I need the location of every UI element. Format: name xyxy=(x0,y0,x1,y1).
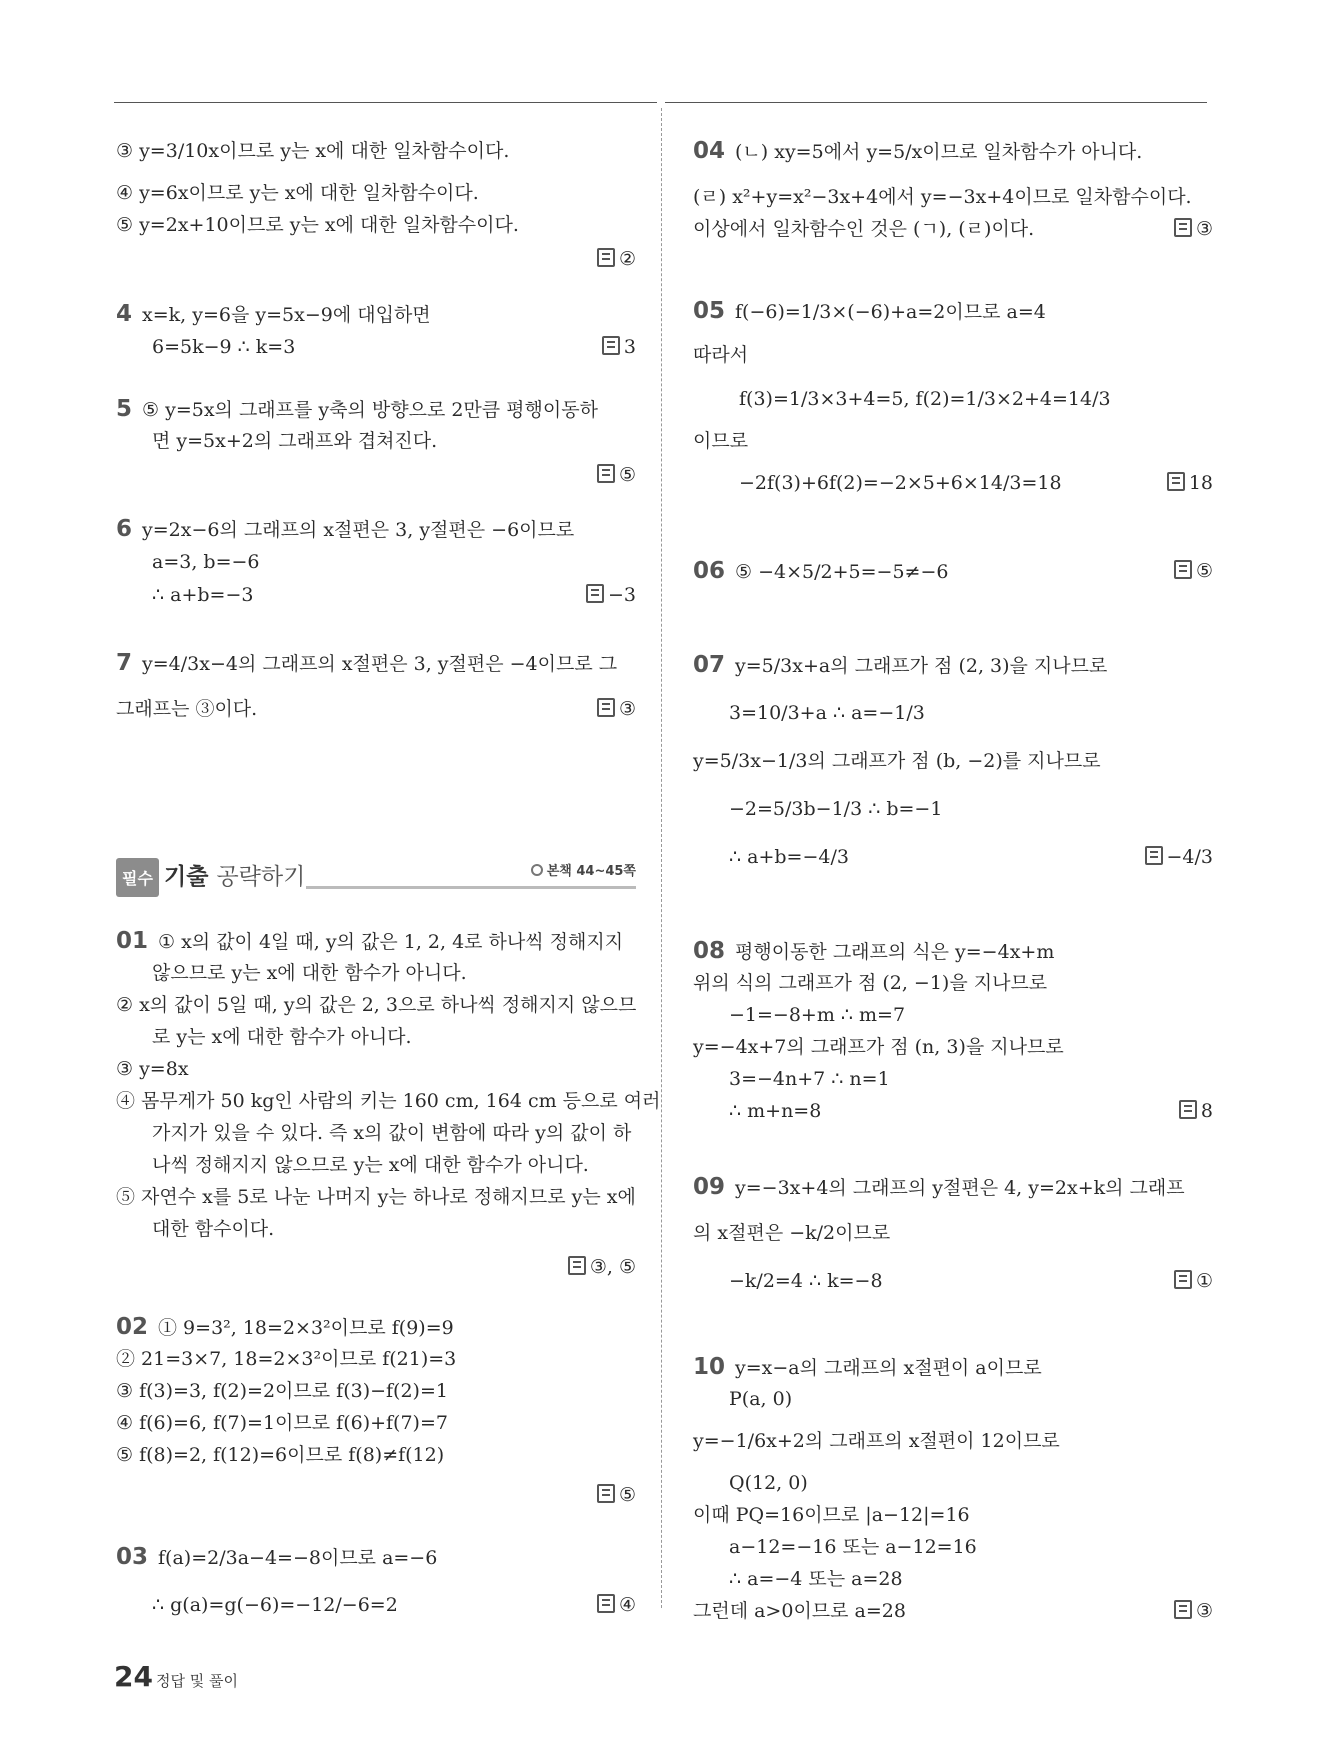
answer-icon xyxy=(597,1484,615,1503)
text-line: 가지가 있을 수 있다. 즉 x의 값이 변함에 따라 y의 값이 하 xyxy=(152,1122,632,1144)
answer-mark: ① xyxy=(1174,1268,1213,1294)
answer-mark: ③ xyxy=(1174,216,1213,242)
text-line: −k/2=4 ∴ k=−8 xyxy=(729,1270,883,1292)
text-line: ③ f(3)=3, f(2)=2이므로 f(3)−f(2)=1 xyxy=(116,1380,448,1402)
problem-03: 03 f(a)=2/3a−4=−8이므로 a=−6 xyxy=(116,1544,438,1570)
problem-01: 01 ① x의 값이 4일 때, y의 값은 1, 2, 4로 하나씩 정해지지 xyxy=(116,928,624,954)
problem-5: 5 ⑤ y=5x의 그래프를 y축의 방향으로 2만큼 평행이동하 xyxy=(116,396,598,422)
problem-02: 02 ① 9=3², 18=2×3²이므로 f(9)=9 xyxy=(116,1314,454,1340)
text-line: 의 x절편은 −k/2이므로 xyxy=(693,1222,891,1244)
answer-mark: −3 xyxy=(586,582,636,608)
problem-10: 10 y=x−a의 그래프의 x절편이 a이므로 xyxy=(693,1354,1042,1380)
answer-icon xyxy=(568,1256,586,1275)
answer-icon xyxy=(1174,1600,1192,1619)
text-line: y=−1/6x+2의 그래프의 x절편이 12이므로 xyxy=(693,1430,1060,1452)
problem-number: 09 xyxy=(693,1174,726,1200)
problem-4: 4 x=k, y=6을 y=5x−9에 대입하면 xyxy=(116,301,431,327)
problem-04: 04 (ㄴ) xy=5에서 y=5/x이므로 일차함수가 아니다. xyxy=(693,138,1143,164)
answer-mark: ⑤ xyxy=(597,1482,636,1508)
answer-mark: 3 xyxy=(602,334,636,360)
text-line: ⑤ f(8)=2, f(12)=6이므로 f(8)≠f(12) xyxy=(116,1444,445,1466)
answer-mark: −4/3 xyxy=(1145,844,1214,870)
text-line: −2f(3)+6f(2)=−2×5+6×14/3=18 xyxy=(739,472,1062,494)
answer-mark: ③ xyxy=(1174,1598,1213,1624)
text-line: (ㄹ) x²+y=x²−3x+4에서 y=−3x+4이므로 일차함수이다. xyxy=(693,186,1192,208)
problem-09: 09 y=−3x+4의 그래프의 y절편은 4, y=2x+k의 그래프 xyxy=(693,1174,1185,1200)
section-underline xyxy=(306,886,636,889)
section-tag: 필수 xyxy=(116,858,159,897)
text-line: ② 21=3×7, 18=2×3²이므로 f(21)=3 xyxy=(116,1348,457,1370)
problem-number: 08 xyxy=(693,938,726,964)
answer-mark: ③ xyxy=(597,696,636,722)
answer-mark: ⑤ xyxy=(1174,558,1213,584)
answer-mark: ④ xyxy=(597,1592,636,1618)
problem-08: 08 평행이동한 그래프의 식은 y=−4x+m xyxy=(693,938,1055,964)
text-line: ⑤ y=2x+10이므로 y는 x에 대한 일차함수이다. xyxy=(116,214,519,236)
answer-icon xyxy=(586,584,604,603)
answer-icon xyxy=(597,698,615,717)
answer-mark: ⑤ xyxy=(597,462,636,488)
column-divider xyxy=(661,108,662,1608)
text-line: f(3)=1/3×3+4=5, f(2)=1/3×2+4=14/3 xyxy=(739,388,1111,410)
problem-number: 07 xyxy=(693,652,726,678)
answer-mark: 8 xyxy=(1179,1098,1213,1124)
problem-number: 10 xyxy=(693,1354,726,1380)
problem-number: 01 xyxy=(116,928,149,954)
answer-icon xyxy=(597,248,615,267)
text-line: ④ y=6x이므로 y는 x에 대한 일차함수이다. xyxy=(116,182,479,204)
text-line: P(a, 0) xyxy=(729,1388,793,1410)
text-line: 이상에서 일차함수인 것은 (ㄱ), (ㄹ)이다. xyxy=(693,218,1035,240)
bullet-icon xyxy=(531,864,543,876)
text-line: ③ y=8x xyxy=(116,1058,189,1080)
text-line: 그래프는 ③이다. xyxy=(116,698,258,720)
text-line: 이므로 xyxy=(693,430,749,452)
section-title: 기출 공략하기 xyxy=(164,864,306,890)
answer-icon xyxy=(1145,846,1163,865)
text-line: ④ f(6)=6, f(7)=1이므로 f(6)+f(7)=7 xyxy=(116,1412,448,1434)
problem-7: 7 y=4/3x−4의 그래프의 x절편은 3, y절편은 −4이므로 그 xyxy=(116,650,618,676)
text-line: 6=5k−9 ∴ k=3 xyxy=(152,336,296,358)
text-line: ∴ a+b=−3 xyxy=(152,584,254,606)
text-line: ∴ a+b=−4/3 xyxy=(729,846,849,868)
text-line: ∴ m+n=8 xyxy=(729,1100,822,1122)
text-line: 위의 식의 그래프가 점 (2, −1)을 지나므로 xyxy=(693,972,1048,994)
text-line: ∴ a=−4 또는 a=28 xyxy=(729,1568,903,1590)
text-line: 나씩 정해지지 않으므로 y는 x에 대한 함수가 아니다. xyxy=(152,1154,589,1176)
text-line: −1=−8+m ∴ m=7 xyxy=(729,1004,906,1026)
text-line: 따라서 xyxy=(693,344,749,366)
top-rule-left xyxy=(114,102,657,103)
section-subtitle: 공략하기 xyxy=(216,864,306,890)
text-line: 대한 함수이다. xyxy=(152,1218,275,1240)
problem-number: 05 xyxy=(693,298,726,324)
text-line: −2=5/3b−1/3 ∴ b=−1 xyxy=(729,798,943,820)
problem-number: 4 xyxy=(116,301,133,327)
problem-06: 06 ⑤ −4×5/2+5=−5≠−6 xyxy=(693,558,949,584)
page-number: 24 xyxy=(114,1660,153,1693)
problem-number: 5 xyxy=(116,396,133,422)
text-line: 면 y=5x+2의 그래프와 겹쳐진다. xyxy=(152,430,438,452)
text-line: ∴ g(a)=g(−6)=−12/−6=2 xyxy=(152,1594,398,1616)
problem-number: 04 xyxy=(693,138,726,164)
problem-number: 7 xyxy=(116,650,133,676)
top-rule-right xyxy=(665,102,1207,103)
answer-icon xyxy=(597,1594,615,1613)
answer-icon xyxy=(1174,1270,1192,1289)
problem-05: 05 f(−6)=1/3×(−6)+a=2이므로 a=4 xyxy=(693,298,1046,324)
answer-icon xyxy=(1174,218,1192,237)
text-line: 3=−4n+7 ∴ n=1 xyxy=(729,1068,890,1090)
text-line: 3=10/3+a ∴ a=−1/3 xyxy=(729,702,925,724)
problem-number: 03 xyxy=(116,1544,149,1570)
text-line: ④ 몸무게가 50 kg인 사람의 키는 160 cm, 164 cm 등으로 여러 xyxy=(116,1090,661,1112)
text-line: 않으므로 y는 x에 대한 함수가 아니다. xyxy=(152,962,467,984)
text-line: y=−4x+7의 그래프가 점 (n, 3)을 지나므로 xyxy=(693,1036,1064,1058)
text-line: a−12=−16 또는 a−12=16 xyxy=(729,1536,977,1558)
text-line: 이때 PQ=16이므로 |a−12|=16 xyxy=(693,1504,970,1526)
text-line: y=5/3x−1/3의 그래프가 점 (b, −2)를 지나므로 xyxy=(693,750,1101,772)
text-line: ③ y=3/10x이므로 y는 x에 대한 일차함수이다. xyxy=(116,140,510,162)
problem-07: 07 y=5/3x+a의 그래프가 점 (2, 3)을 지나므로 xyxy=(693,652,1108,678)
text-line: 그런데 a>0이므로 a=28 xyxy=(693,1600,906,1622)
text-line: a=3, b=−6 xyxy=(152,551,260,573)
answer-icon xyxy=(1179,1100,1197,1119)
text-line: Q(12, 0) xyxy=(729,1472,808,1494)
answer-icon xyxy=(597,464,615,483)
text-line: ⑤ 자연수 x를 5로 나눈 나머지 y는 하나로 정해지므로 y는 x에 xyxy=(116,1186,636,1208)
answer-icon xyxy=(602,336,620,355)
problem-number: 6 xyxy=(116,516,133,542)
answer-icon xyxy=(1174,560,1192,579)
text-line: ② x의 값이 5일 때, y의 값은 2, 3으로 하나씩 정해지지 않으므 xyxy=(116,994,637,1016)
answer-mark: 18 xyxy=(1167,470,1213,496)
answer-mark: ③, ⑤ xyxy=(568,1254,636,1280)
problem-number: 06 xyxy=(693,558,726,584)
answer-icon xyxy=(1167,472,1185,491)
section-reference: 본책 44~45쪽 xyxy=(531,860,636,879)
text-line: 로 y는 x에 대한 함수가 아니다. xyxy=(152,1026,412,1048)
problem-number: 02 xyxy=(116,1314,149,1340)
footer-label: 정답 및 풀이 xyxy=(156,1672,238,1690)
problem-6: 6 y=2x−6의 그래프의 x절편은 3, y절편은 −6이므로 xyxy=(116,516,575,542)
answer-mark: ② xyxy=(597,246,636,272)
